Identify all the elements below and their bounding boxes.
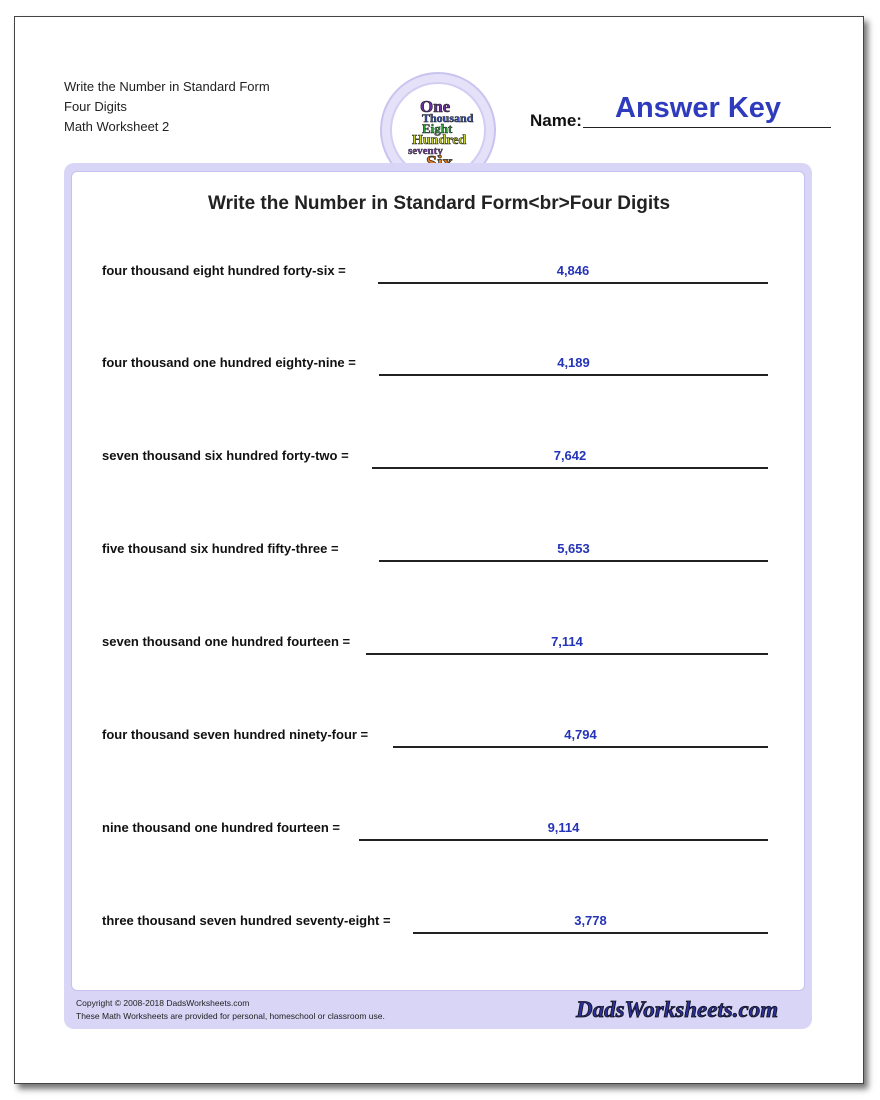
answer-line[interactable] xyxy=(379,374,768,376)
answer-value: 7,642 xyxy=(553,448,587,463)
header-subtitle: Four Digits xyxy=(64,99,127,114)
answer-line[interactable] xyxy=(378,282,768,284)
problem-words: three thousand seven hundred seventy-eight = xyxy=(102,913,391,928)
badge-word-one: One xyxy=(420,97,451,116)
answer-value: 4,189 xyxy=(557,355,590,370)
header-title: Write the Number in Standard Form xyxy=(64,79,270,94)
problems-panel xyxy=(71,171,805,991)
copyright-text: Copyright © 2008-2018 DadsWorksheets.com xyxy=(76,998,250,1008)
problem-words: four thousand one hundred eighty-nine = xyxy=(102,355,356,370)
answer-value: 4,846 xyxy=(556,263,590,278)
problem-words: seven thousand six hundred forty-two = xyxy=(102,448,349,463)
answer-key-label: Answer Key xyxy=(615,92,782,124)
dadsworksheets-logo[interactable] xyxy=(574,993,794,1030)
badge-word-eight: Eight xyxy=(422,121,453,136)
badge-word-hundred: Hundred xyxy=(412,133,467,148)
problem-words: four thousand eight hundred forty-six = xyxy=(102,263,346,278)
badge-word-thousand: Thousand xyxy=(422,111,474,125)
answer-value: 5,653 xyxy=(557,541,590,556)
answer-line[interactable] xyxy=(372,467,768,469)
answer-line[interactable] xyxy=(359,839,768,841)
problem-words: seven thousand one hundred fourteen = xyxy=(102,634,351,649)
header-worksheet-number: Math Worksheet 2 xyxy=(64,119,170,134)
name-field-line[interactable] xyxy=(583,127,831,128)
worksheet-title: Write the Number in Standard Form<br>Four Digits xyxy=(207,193,671,214)
usage-note: These Math Worksheets are provided for personal, homeschool or classroom use. xyxy=(76,1011,385,1021)
answer-value: 4,794 xyxy=(564,727,597,742)
answer-line[interactable] xyxy=(393,746,768,748)
problem-words: nine thousand one hundred fourteen = xyxy=(102,820,340,835)
footer-copyright xyxy=(76,997,385,1023)
logo-text: DadsWorksheets.com xyxy=(576,997,779,1022)
problem-words: four thousand seven hundred ninety-four = xyxy=(102,727,369,742)
problem-words: five thousand six hundred fifty-three = xyxy=(102,541,339,556)
answer-value: 9,114 xyxy=(547,820,580,835)
name-label: Name: xyxy=(530,111,582,130)
answer-value: 7,114 xyxy=(551,634,583,649)
answer-line[interactable] xyxy=(413,932,768,934)
worksheet-header xyxy=(64,77,270,137)
badge-word-seventy: seventy xyxy=(408,145,443,157)
answer-line[interactable] xyxy=(379,560,768,562)
answer-value: 3,778 xyxy=(574,913,607,928)
worksheet-frame xyxy=(64,163,812,1029)
answer-line[interactable] xyxy=(366,653,768,655)
